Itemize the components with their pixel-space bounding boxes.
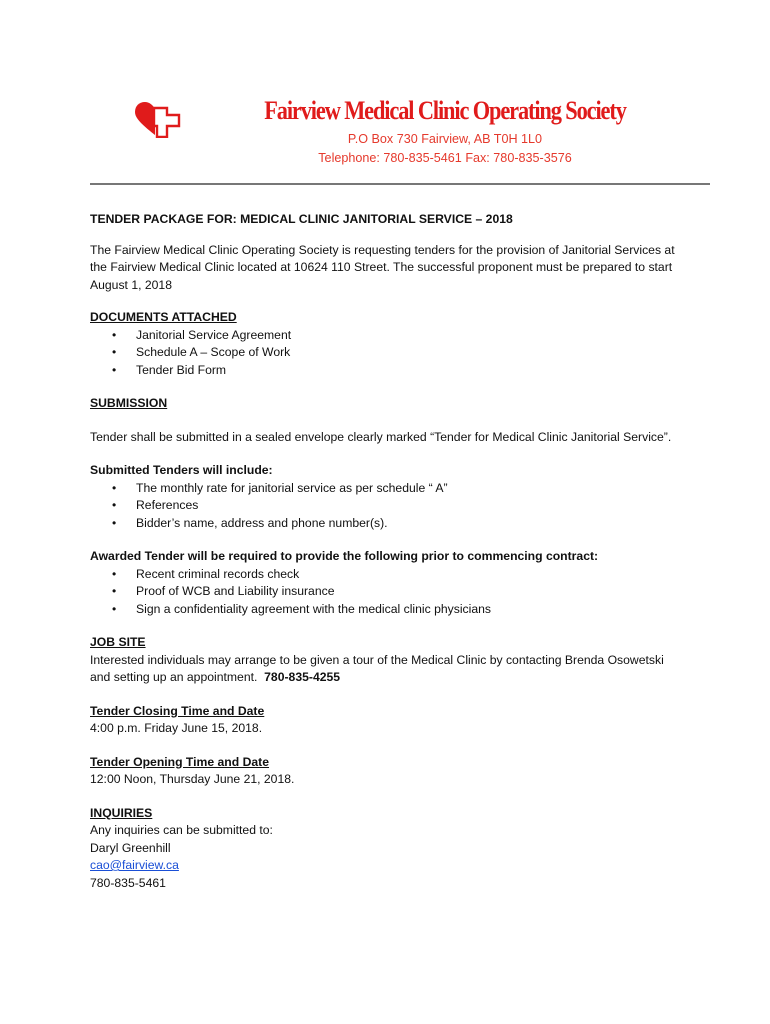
list-item: • Janitorial Service Agreement xyxy=(90,327,680,345)
heart-cross-icon xyxy=(135,102,181,138)
include-list xyxy=(90,480,680,533)
opening-value: 12:00 Noon, Thursday June 21, 2018. xyxy=(90,772,295,786)
closing-value: 4:00 p.m. Friday June 15, 2018. xyxy=(90,721,263,735)
header-divider xyxy=(90,183,710,185)
job-site-body: Interested individuals may arrange to be given a tour of the Medical Clinic by contacting Brenda Osowetski and setting up an appointment. xyxy=(90,652,664,684)
job-site-heading: JOB SITE xyxy=(90,635,146,649)
job-site-text xyxy=(90,652,680,687)
org-name: Fairview Medical Clinic Operating Society xyxy=(264,96,626,125)
inquiries-intro: Any inquiries can be submitted to: xyxy=(90,823,273,837)
documents-list xyxy=(90,327,680,380)
include-heading: Submitted Tenders will include: xyxy=(90,463,273,477)
list-item: • Tender Bid Form xyxy=(90,362,680,380)
list-item: • Recent criminal records check xyxy=(90,566,680,584)
list-item: • Bidder’s name, address and phone number(s). xyxy=(90,515,680,533)
inquiries-contact-name: Daryl Greenhill xyxy=(90,840,171,855)
awarded-heading: Awarded Tender will be required to provide the following prior to commencing contract: xyxy=(90,549,599,563)
org-address: P.O Box 730 Fairview, AB T0H 1L0 xyxy=(347,132,543,146)
inquiries-email-link[interactable]: cao@fairview.ca xyxy=(90,858,179,872)
inquiries-heading: INQUIRIES xyxy=(90,805,153,820)
org-phone-fax: Telephone: 780-835-5461 Fax: 780-835-3576 xyxy=(318,151,572,165)
document-body xyxy=(90,211,680,892)
list-item: • Proof of WCB and Liability insurance xyxy=(90,583,680,601)
intro-paragraph: The Fairview Medical Clinic Operating Society is requesting tenders for the provision of Janitorial Services at the Fairview Medical Clinic located at 10624 110 Street. The successful proponent must be prepared to start August 1, 2018 xyxy=(90,242,675,292)
opening-heading: Tender Opening Time and Date xyxy=(90,754,270,769)
list-item: • The monthly rate for janitorial service as per schedule “ A” xyxy=(90,480,680,498)
list-item: • References xyxy=(90,497,680,515)
job-site-phone: 780-835-4255 xyxy=(264,670,341,684)
closing-heading: Tender Closing Time and Date xyxy=(90,703,265,718)
submission-heading: SUBMISSION xyxy=(90,396,168,410)
list-item: • Sign a confidentiality agreement with the medical clinic physicians xyxy=(90,601,680,619)
list-item: • Schedule A – Scope of Work xyxy=(90,344,680,362)
documents-heading: DOCUMENTS ATTACHED xyxy=(90,310,237,324)
inquiries-phone: 780-835-5461 xyxy=(90,875,166,890)
tender-title: TENDER PACKAGE FOR: MEDICAL CLINIC JANITORIAL SERVICE – 2018 xyxy=(90,212,513,226)
awarded-list xyxy=(90,566,680,619)
submission-text: Tender shall be submitted in a sealed envelope clearly marked “Tender for Medical Clinic Janitorial Service”. xyxy=(90,429,672,444)
